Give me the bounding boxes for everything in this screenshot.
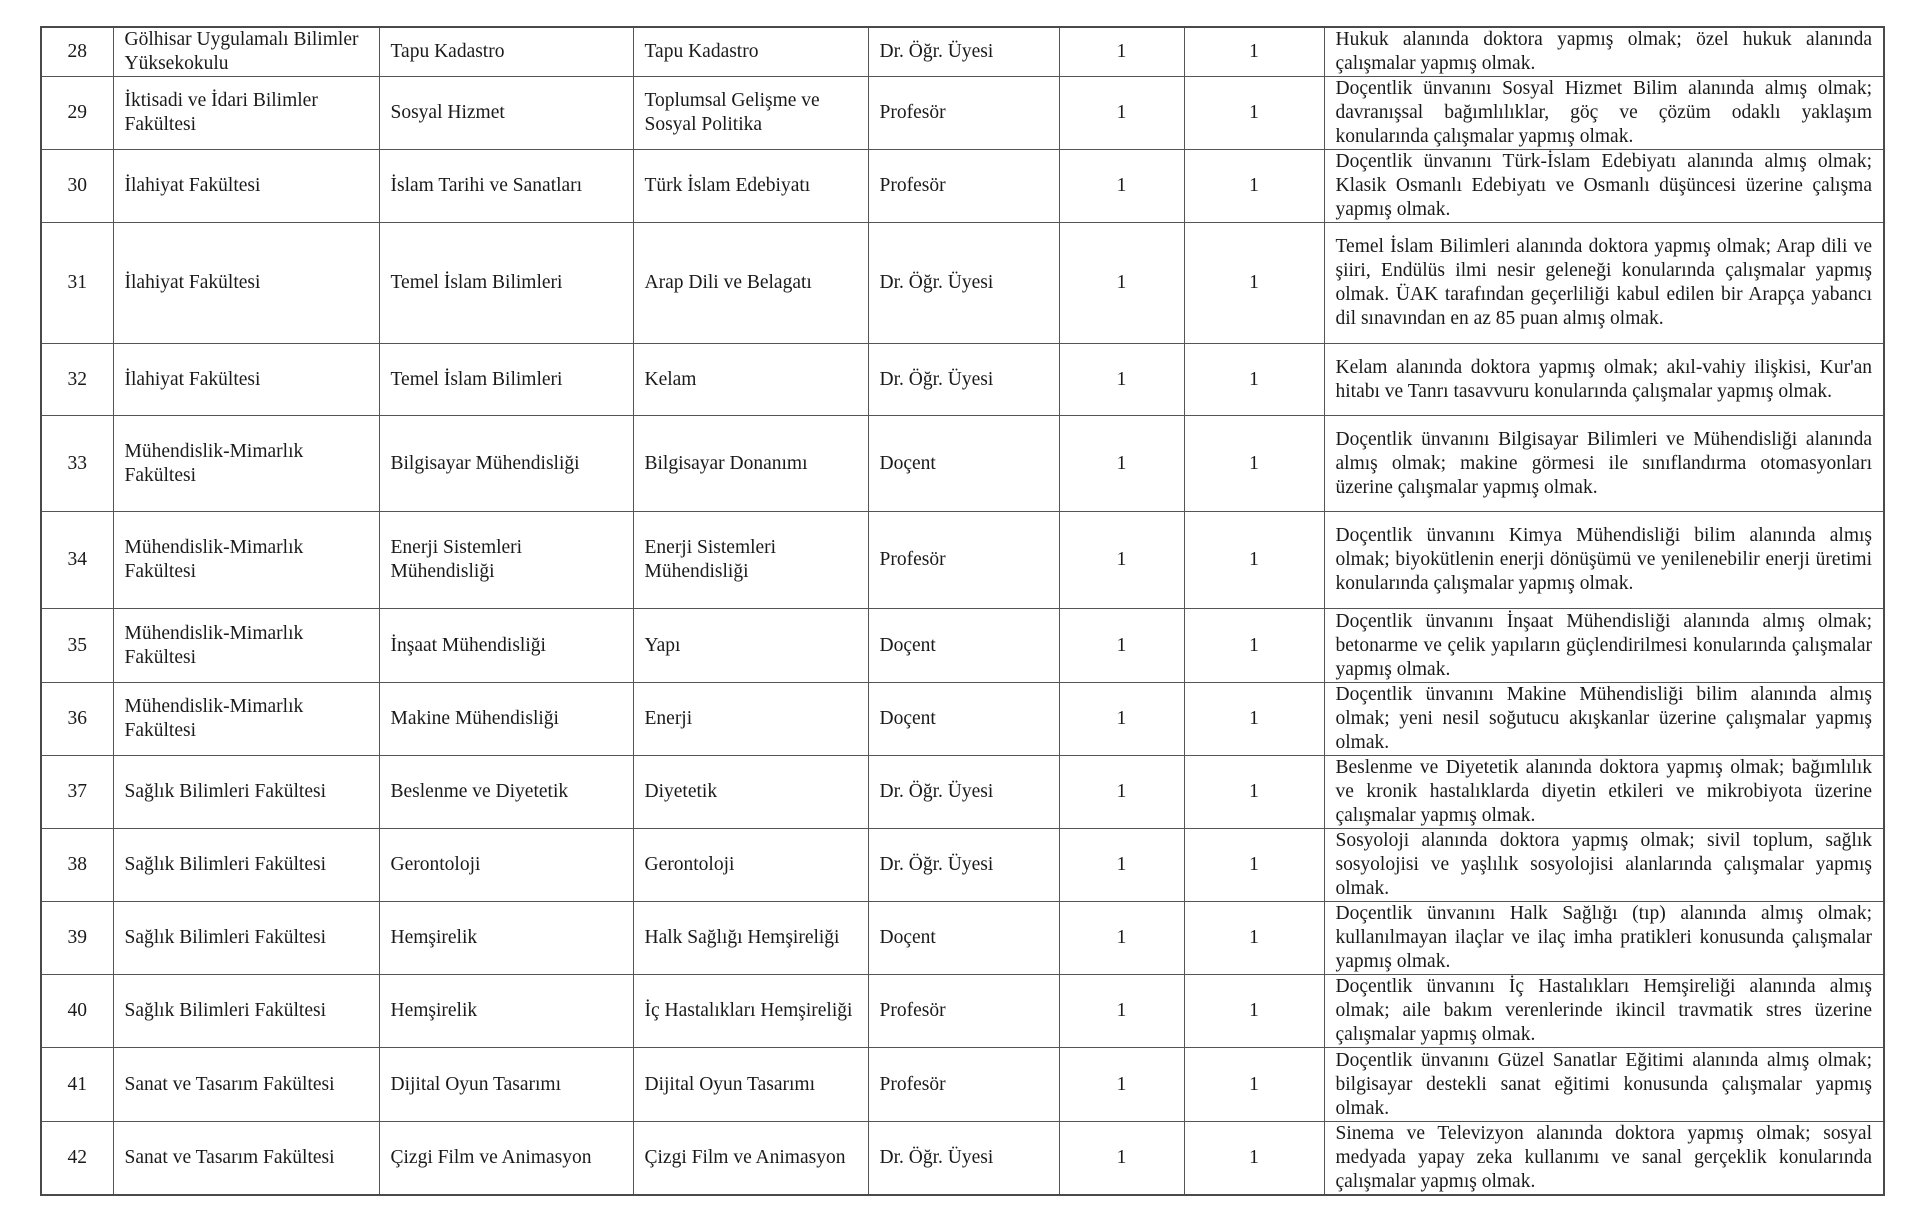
position-count-cell: 1 bbox=[1184, 344, 1324, 416]
row-number: 29 bbox=[41, 77, 113, 150]
table-body bbox=[41, 27, 1884, 1195]
unit-cell: Gölhisar Uygulamalı Bilimler Yüksekokulu bbox=[113, 27, 379, 77]
table-row bbox=[41, 512, 1884, 609]
degree-count-cell: 1 bbox=[1059, 1122, 1184, 1196]
unit-cell: Sağlık Bilimleri Fakültesi bbox=[113, 756, 379, 829]
degree-count-cell: 1 bbox=[1059, 512, 1184, 609]
row-number: 33 bbox=[41, 416, 113, 512]
position-count-cell: 1 bbox=[1184, 416, 1324, 512]
title-cell: Dr. Öğr. Üyesi bbox=[868, 829, 1059, 902]
degree-count-cell: 1 bbox=[1059, 416, 1184, 512]
table-row bbox=[41, 1122, 1884, 1196]
position-count-cell: 1 bbox=[1184, 902, 1324, 975]
row-number: 30 bbox=[41, 150, 113, 223]
division-cell: Türk İslam Edebiyatı bbox=[633, 150, 868, 223]
requirements-cell: Doçentlik ünvanını İç Hastalıkları Hemşireliği alanında almış olmak; aile bakım verenlerinde ikincil travmatik stres üzerine çalışmalar yapmış olmak. bbox=[1324, 975, 1884, 1048]
unit-cell: İlahiyat Fakültesi bbox=[113, 223, 379, 344]
position-count-cell: 1 bbox=[1184, 1122, 1324, 1196]
position-count-cell: 1 bbox=[1184, 683, 1324, 756]
title-cell: Profesör bbox=[868, 150, 1059, 223]
department-cell: Dijital Oyun Tasarımı bbox=[379, 1048, 633, 1122]
division-cell: İç Hastalıkları Hemşireliği bbox=[633, 975, 868, 1048]
position-count-cell: 1 bbox=[1184, 27, 1324, 77]
degree-count-cell: 1 bbox=[1059, 77, 1184, 150]
degree-count-cell: 1 bbox=[1059, 975, 1184, 1048]
row-number: 38 bbox=[41, 829, 113, 902]
row-number: 41 bbox=[41, 1048, 113, 1122]
position-count-cell: 1 bbox=[1184, 756, 1324, 829]
title-cell: Dr. Öğr. Üyesi bbox=[868, 223, 1059, 344]
title-cell: Profesör bbox=[868, 512, 1059, 609]
department-cell: Tapu Kadastro bbox=[379, 27, 633, 77]
title-cell: Doçent bbox=[868, 609, 1059, 683]
faculty-positions-table bbox=[40, 26, 1885, 1196]
unit-cell: Sanat ve Tasarım Fakültesi bbox=[113, 1122, 379, 1196]
position-count-cell: 1 bbox=[1184, 829, 1324, 902]
requirements-cell: Doçentlik ünvanını Güzel Sanatlar Eğitimi alanında almış olmak; bilgisayar destekli sanat eğitimi konusunda çalışmalar yapmış olmak. bbox=[1324, 1048, 1884, 1122]
title-cell: Dr. Öğr. Üyesi bbox=[868, 756, 1059, 829]
title-cell: Profesör bbox=[868, 77, 1059, 150]
row-number: 36 bbox=[41, 683, 113, 756]
row-number: 34 bbox=[41, 512, 113, 609]
table-row bbox=[41, 1048, 1884, 1122]
position-count-cell: 1 bbox=[1184, 223, 1324, 344]
division-cell: Toplumsal Gelişme ve Sosyal Politika bbox=[633, 77, 868, 150]
requirements-cell: Doçentlik ünvanını Sosyal Hizmet Bilim alanında almış olmak; davranışsal bağımlılıklar, göç ve çözüm odaklı yaklaşım konularında çalışmalar yapmış olmak. bbox=[1324, 77, 1884, 150]
division-cell: Çizgi Film ve Animasyon bbox=[633, 1122, 868, 1196]
division-cell: Enerji bbox=[633, 683, 868, 756]
unit-cell: Mühendislik-Mimarlık Fakültesi bbox=[113, 609, 379, 683]
title-cell: Profesör bbox=[868, 975, 1059, 1048]
title-cell: Dr. Öğr. Üyesi bbox=[868, 27, 1059, 77]
position-count-cell: 1 bbox=[1184, 609, 1324, 683]
degree-count-cell: 1 bbox=[1059, 756, 1184, 829]
position-count-cell: 1 bbox=[1184, 975, 1324, 1048]
requirements-cell: Sinema ve Televizyon alanında doktora yapmış olmak; sosyal medyada yapay zeka kullanımı ve sanal gerçeklik konularında çalışmalar yapmış olmak. bbox=[1324, 1122, 1884, 1196]
row-number: 28 bbox=[41, 27, 113, 77]
unit-cell: Sağlık Bilimleri Fakültesi bbox=[113, 829, 379, 902]
requirements-cell: Sosyoloji alanında doktora yapmış olmak; sivil toplum, sağlık sosyolojisi ve yaşlılık sosyolojisi alanlarında çalışmalar yapmış olmak. bbox=[1324, 829, 1884, 902]
title-cell: Doçent bbox=[868, 902, 1059, 975]
table-row bbox=[41, 416, 1884, 512]
row-number: 37 bbox=[41, 756, 113, 829]
degree-count-cell: 1 bbox=[1059, 609, 1184, 683]
table-row bbox=[41, 756, 1884, 829]
unit-cell: İlahiyat Fakültesi bbox=[113, 150, 379, 223]
division-cell: Gerontoloji bbox=[633, 829, 868, 902]
department-cell: Temel İslam Bilimleri bbox=[379, 344, 633, 416]
degree-count-cell: 1 bbox=[1059, 829, 1184, 902]
unit-cell: İlahiyat Fakültesi bbox=[113, 344, 379, 416]
position-count-cell: 1 bbox=[1184, 512, 1324, 609]
requirements-cell: Temel İslam Bilimleri alanında doktora yapmış olmak; Arap dili ve şiiri, Endülüs ilmi nesir geleneği konularında çalışmalar yapmış olmak. ÜAK tarafından geçerliliği kabul edilen bir Arapça yabancı dil sınavından en az 85 puan almış olmak. bbox=[1324, 223, 1884, 344]
degree-count-cell: 1 bbox=[1059, 27, 1184, 77]
row-number: 40 bbox=[41, 975, 113, 1048]
division-cell: Dijital Oyun Tasarımı bbox=[633, 1048, 868, 1122]
degree-count-cell: 1 bbox=[1059, 683, 1184, 756]
row-number: 32 bbox=[41, 344, 113, 416]
degree-count-cell: 1 bbox=[1059, 223, 1184, 344]
requirements-cell: Doçentlik ünvanını Bilgisayar Bilimleri ve Mühendisliği alanında almış olmak; makine görmesi ile sınıflandırma otomasyonları üzerine çalışmalar yapmış olmak. bbox=[1324, 416, 1884, 512]
department-cell: Sosyal Hizmet bbox=[379, 77, 633, 150]
department-cell: Enerji Sistemleri Mühendisliği bbox=[379, 512, 633, 609]
department-cell: Hemşirelik bbox=[379, 902, 633, 975]
position-count-cell: 1 bbox=[1184, 1048, 1324, 1122]
unit-cell: Sanat ve Tasarım Fakültesi bbox=[113, 1048, 379, 1122]
position-count-cell: 1 bbox=[1184, 150, 1324, 223]
requirements-cell: Doçentlik ünvanını Halk Sağlığı (tıp) alanında almış olmak; kullanılmayan ilaçlar ve ilaç imha pratikleri konusunda çalışmalar yapmış olmak. bbox=[1324, 902, 1884, 975]
division-cell: Yapı bbox=[633, 609, 868, 683]
division-cell: Tapu Kadastro bbox=[633, 27, 868, 77]
title-cell: Doçent bbox=[868, 416, 1059, 512]
table-row bbox=[41, 77, 1884, 150]
requirements-cell: Doçentlik ünvanını Türk-İslam Edebiyatı alanında almış olmak; Klasik Osmanlı Edebiyatı ve Osmanlı düşüncesi üzerine çalışma yapmış olmak. bbox=[1324, 150, 1884, 223]
position-count-cell: 1 bbox=[1184, 77, 1324, 150]
table-row bbox=[41, 150, 1884, 223]
unit-cell: Sağlık Bilimleri Fakültesi bbox=[113, 975, 379, 1048]
table-row bbox=[41, 829, 1884, 902]
division-cell: Diyetetik bbox=[633, 756, 868, 829]
table-row bbox=[41, 609, 1884, 683]
title-cell: Doçent bbox=[868, 683, 1059, 756]
division-cell: Halk Sağlığı Hemşireliği bbox=[633, 902, 868, 975]
unit-cell: Mühendislik-Mimarlık Fakültesi bbox=[113, 512, 379, 609]
requirements-cell: Doçentlik ünvanını Makine Mühendisliği bilim alanında almış olmak; yeni nesil soğutucu akışkanlar üzerine çalışmalar yapmış olmak. bbox=[1324, 683, 1884, 756]
degree-count-cell: 1 bbox=[1059, 1048, 1184, 1122]
requirements-cell: Beslenme ve Diyetetik alanında doktora yapmış olmak; bağımlılık ve kronik hastalıklarda diyetin etkileri ve mikrobiyota üzerine çalışmalar yapmış olmak. bbox=[1324, 756, 1884, 829]
table-row bbox=[41, 683, 1884, 756]
degree-count-cell: 1 bbox=[1059, 344, 1184, 416]
title-cell: Dr. Öğr. Üyesi bbox=[868, 344, 1059, 416]
unit-cell: İktisadi ve İdari Bilimler Fakültesi bbox=[113, 77, 379, 150]
requirements-cell: Doçentlik ünvanını Kimya Mühendisliği bilim alanında almış olmak; biyokütlenin enerji dönüşümü ve yenilenebilir enerji üretimi konularında çalışmalar yapmış olmak. bbox=[1324, 512, 1884, 609]
division-cell: Kelam bbox=[633, 344, 868, 416]
department-cell: Hemşirelik bbox=[379, 975, 633, 1048]
department-cell: Makine Mühendisliği bbox=[379, 683, 633, 756]
department-cell: Gerontoloji bbox=[379, 829, 633, 902]
department-cell: İslam Tarihi ve Sanatları bbox=[379, 150, 633, 223]
department-cell: Beslenme ve Diyetetik bbox=[379, 756, 633, 829]
degree-count-cell: 1 bbox=[1059, 150, 1184, 223]
requirements-cell: Kelam alanında doktora yapmış olmak; akıl-vahiy ilişkisi, Kur'an hitabı ve Tanrı tasavvuru konularında çalışmalar yapmış olmak. bbox=[1324, 344, 1884, 416]
row-number: 39 bbox=[41, 902, 113, 975]
degree-count-cell: 1 bbox=[1059, 902, 1184, 975]
table-row bbox=[41, 27, 1884, 77]
unit-cell: Sağlık Bilimleri Fakültesi bbox=[113, 902, 379, 975]
division-cell: Bilgisayar Donanımı bbox=[633, 416, 868, 512]
requirements-cell: Hukuk alanında doktora yapmış olmak; özel hukuk alanında çalışmalar yapmış olmak. bbox=[1324, 27, 1884, 77]
table-row bbox=[41, 902, 1884, 975]
title-cell: Profesör bbox=[868, 1048, 1059, 1122]
unit-cell: Mühendislik-Mimarlık Fakültesi bbox=[113, 683, 379, 756]
row-number: 31 bbox=[41, 223, 113, 344]
department-cell: Bilgisayar Mühendisliği bbox=[379, 416, 633, 512]
table-row bbox=[41, 223, 1884, 344]
department-cell: Çizgi Film ve Animasyon bbox=[379, 1122, 633, 1196]
division-cell: Enerji Sistemleri Mühendisliği bbox=[633, 512, 868, 609]
table-row bbox=[41, 975, 1884, 1048]
title-cell: Dr. Öğr. Üyesi bbox=[868, 1122, 1059, 1196]
requirements-cell: Doçentlik ünvanını İnşaat Mühendisliği alanında almış olmak; betonarme ve çelik yapıların güçlendirilmesi konularında çalışmalar yapmış olmak. bbox=[1324, 609, 1884, 683]
department-cell: Temel İslam Bilimleri bbox=[379, 223, 633, 344]
table-row bbox=[41, 344, 1884, 416]
row-number: 35 bbox=[41, 609, 113, 683]
row-number: 42 bbox=[41, 1122, 113, 1196]
unit-cell: Mühendislik-Mimarlık Fakültesi bbox=[113, 416, 379, 512]
department-cell: İnşaat Mühendisliği bbox=[379, 609, 633, 683]
division-cell: Arap Dili ve Belagatı bbox=[633, 223, 868, 344]
